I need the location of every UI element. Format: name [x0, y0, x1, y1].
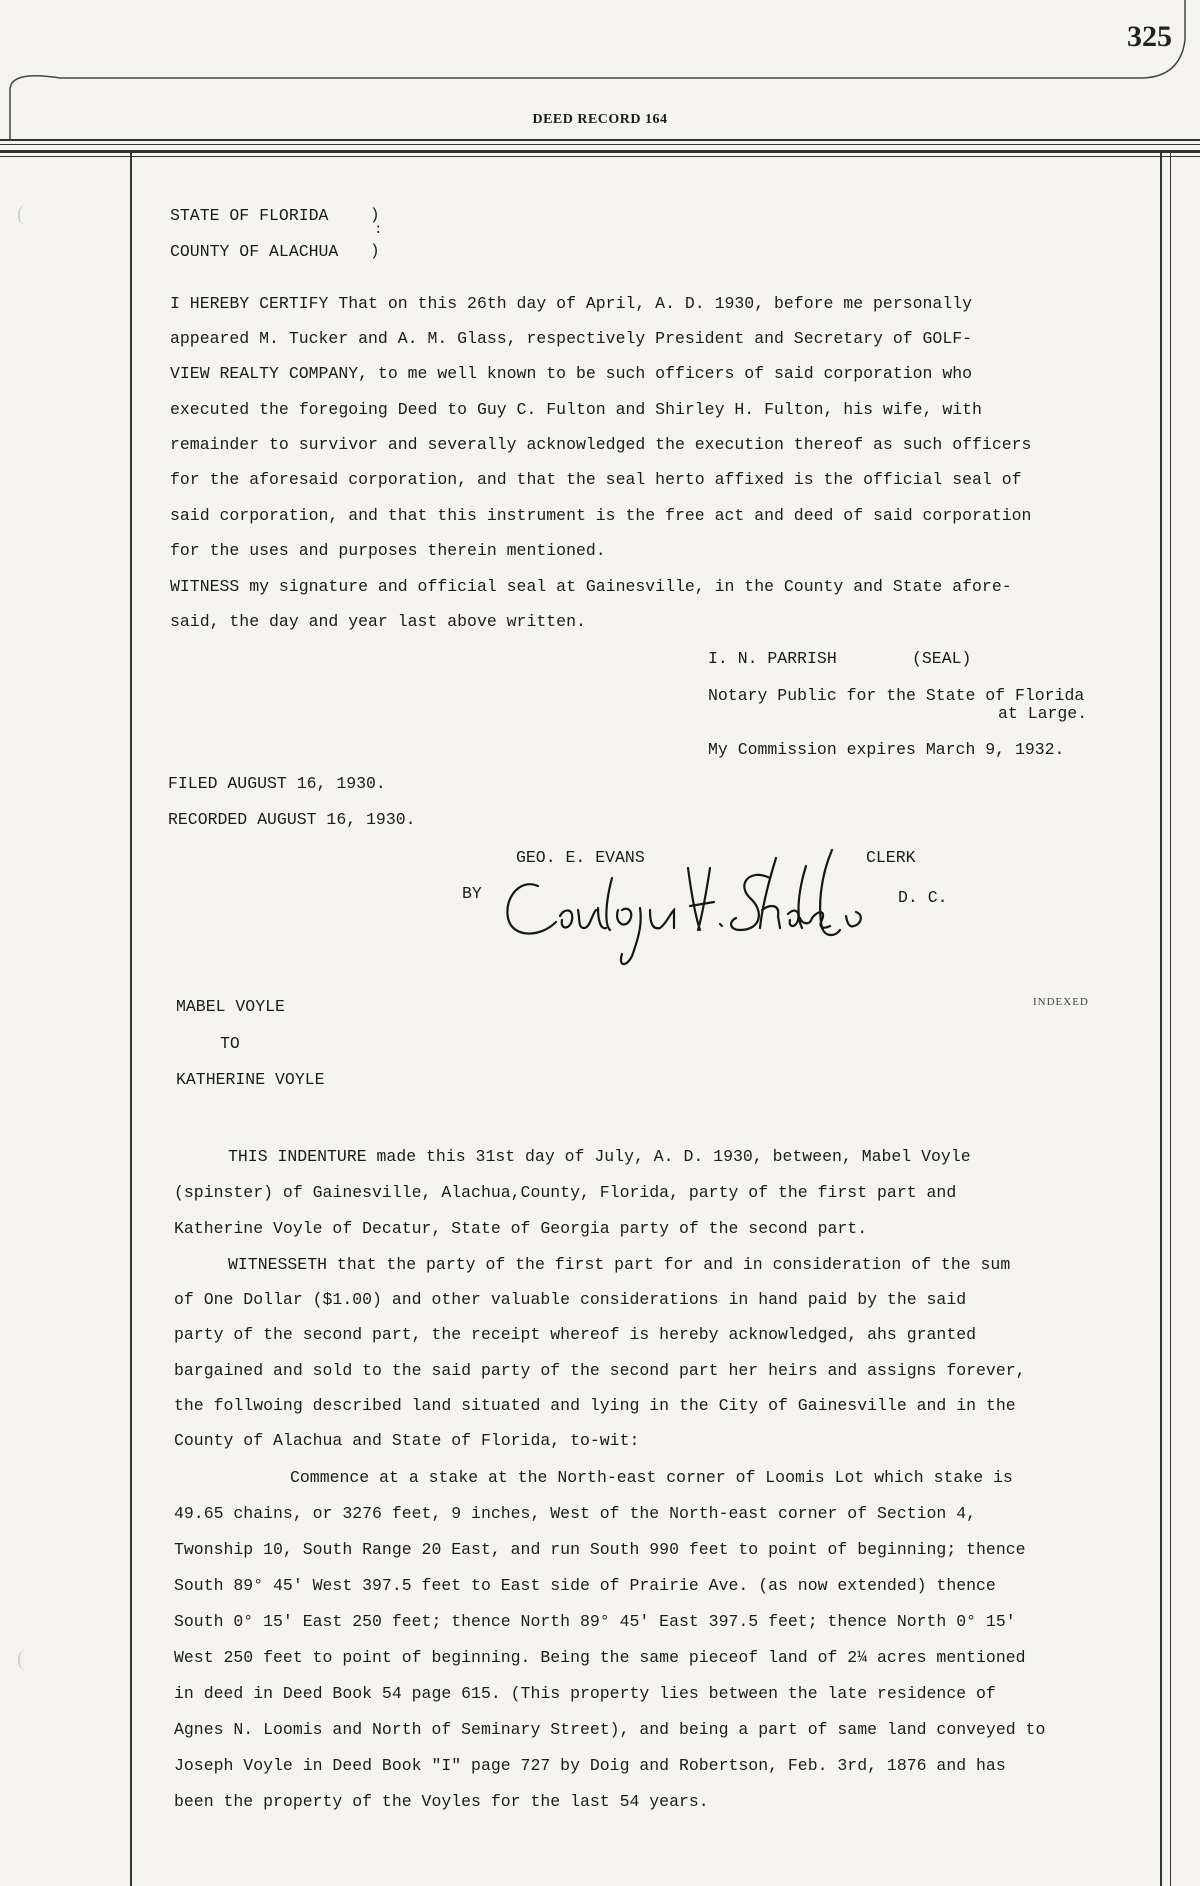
filed-date: FILED AUGUST 16, 1930. — [168, 774, 386, 793]
indenture-line: South 89° 45' West 397.5 feet to East side of Prairie Ave. (as now extended) thence — [174, 1576, 996, 1595]
certificate-line: appeared M. Tucker and A. M. Glass, respectively President and Secretary of GOLF- — [170, 329, 973, 348]
notary-title: at Large. — [998, 704, 1088, 723]
certificate-line: I HEREBY CERTIFY That on this 26th day of April, A. D. 1930, before me personally — [170, 294, 973, 313]
clerk-name: GEO. E. EVANS — [516, 848, 645, 867]
indenture-line: of One Dollar ($1.00) and other valuable considerations in hand paid by the said — [174, 1290, 967, 1309]
clerk-deputy: D. C. — [898, 888, 948, 907]
indenture-line: West 250 feet to point of beginning. Being the same pieceof land of 2¼ acres mentioned — [174, 1648, 1026, 1667]
indenture-line: in deed in Deed Book 54 page 615. (This property lies between the late residence of — [174, 1684, 996, 1703]
certificate-line: VIEW REALTY COMPANY, to me well known to be such officers of said corporation who — [170, 364, 973, 383]
margin-mark — [18, 205, 36, 225]
indenture-line: the follwoing described land situated and lying in the City of Gainesville and in the — [174, 1396, 1016, 1415]
rule-line — [0, 156, 1200, 157]
indenture-line: bargained and sold to the said party of the second part her heirs and assigns forever, — [174, 1361, 1026, 1380]
indenture-line: Agnes N. Loomis and North of Seminary Street), and being a part of same land conveyed to — [174, 1720, 1046, 1739]
indenture-line: Joseph Voyle in Deed Book "I" page 727 by Doig and Robertson, Feb. 3rd, 1876 and has — [174, 1756, 1006, 1775]
page-number: 325 — [1127, 20, 1172, 53]
indenture-line: (spinster) of Gainesville, Alachua,County, Florida, party of the first part and — [174, 1183, 957, 1202]
indenture-line: Katherine Voyle of Decatur, State of Georgia party of the second part. — [174, 1219, 868, 1238]
certificate-line: said, the day and year last above written. — [170, 612, 586, 631]
clerk-by: BY — [462, 884, 482, 903]
rule-line — [0, 144, 1200, 145]
clerk-title: CLERK — [866, 848, 916, 867]
notary-commission: My Commission expires March 9, 1932. — [708, 740, 1065, 759]
left-margin-line — [130, 153, 132, 1886]
certificate-line: remainder to survivor and severally acknowledged the execution thereof as such officers — [170, 435, 1032, 454]
recorded-date: RECORDED AUGUST 16, 1930. — [168, 810, 416, 829]
indenture-line: Commence at a stake at the North-east corner of Loomis Lot which stake is — [290, 1468, 1013, 1487]
margin-mark — [18, 1650, 36, 1670]
venue-brace: ) — [370, 242, 380, 260]
grantee-name: KATHERINE VOYLE — [176, 1070, 325, 1089]
venue-brace: ) — [370, 206, 380, 224]
indenture-line: South 0° 15' East 250 feet; thence North 89° 45' East 397.5 feet; thence North 0° 15' — [174, 1612, 1016, 1631]
certificate-line: executed the foregoing Deed to Guy C. Fulton and Shirley H. Fulton, his wife, with — [170, 400, 982, 419]
certificate-line: said corporation, and that this instrument is the free act and deed of said corporation — [170, 506, 1032, 525]
grantor-name: MABEL VOYLE — [176, 997, 285, 1016]
rule-line — [0, 139, 1200, 141]
indenture-line: been the property of the Voyles for the last 54 years. — [174, 1792, 709, 1811]
venue-state: STATE OF FLORIDA — [170, 206, 329, 225]
certificate-line: WITNESS my signature and official seal at Gainesville, in the County and State afore- — [170, 577, 1012, 596]
right-margin-line — [1160, 153, 1162, 1886]
certificate-line: for the aforesaid corporation, and that the seal herto affixed is the official seal of — [170, 470, 1022, 489]
indenture-line: County of Alachua and State of Florida, to-wit: — [174, 1431, 640, 1450]
indenture-line: Twonship 10, South Range 20 East, and run South 990 feet to point of beginning; thence — [174, 1540, 1026, 1559]
deed-record-header: DEED RECORD 164 — [532, 112, 668, 127]
notary-name: I. N. PARRISH — [708, 649, 837, 668]
indexed-stamp: INDEXED — [1033, 996, 1089, 1008]
indenture-line: 49.65 chains, or 3276 feet, 9 inches, West of the North-east corner of Section 4, — [174, 1504, 977, 1523]
right-margin-line — [1170, 153, 1171, 1886]
rule-line — [0, 150, 1200, 153]
deputy-clerk-signature — [500, 838, 920, 978]
deed-to: TO — [220, 1034, 240, 1053]
indenture-line: WITNESSETH that the party of the first part for and in consideration of the sum — [228, 1255, 1011, 1274]
venue-brace: : — [374, 222, 383, 238]
venue-county: COUNTY OF ALACHUA — [170, 242, 339, 261]
certificate-line: for the uses and purposes therein mentioned. — [170, 541, 606, 560]
indenture-line: THIS INDENTURE made this 31st day of July, A. D. 1930, between, Mabel Voyle — [228, 1147, 971, 1166]
indenture-line: party of the second part, the receipt whereof is hereby acknowledged, ahs granted — [174, 1325, 977, 1344]
notary-seal: (SEAL) — [912, 649, 972, 668]
notary-title: Notary Public for the State of Florida — [708, 686, 1085, 705]
